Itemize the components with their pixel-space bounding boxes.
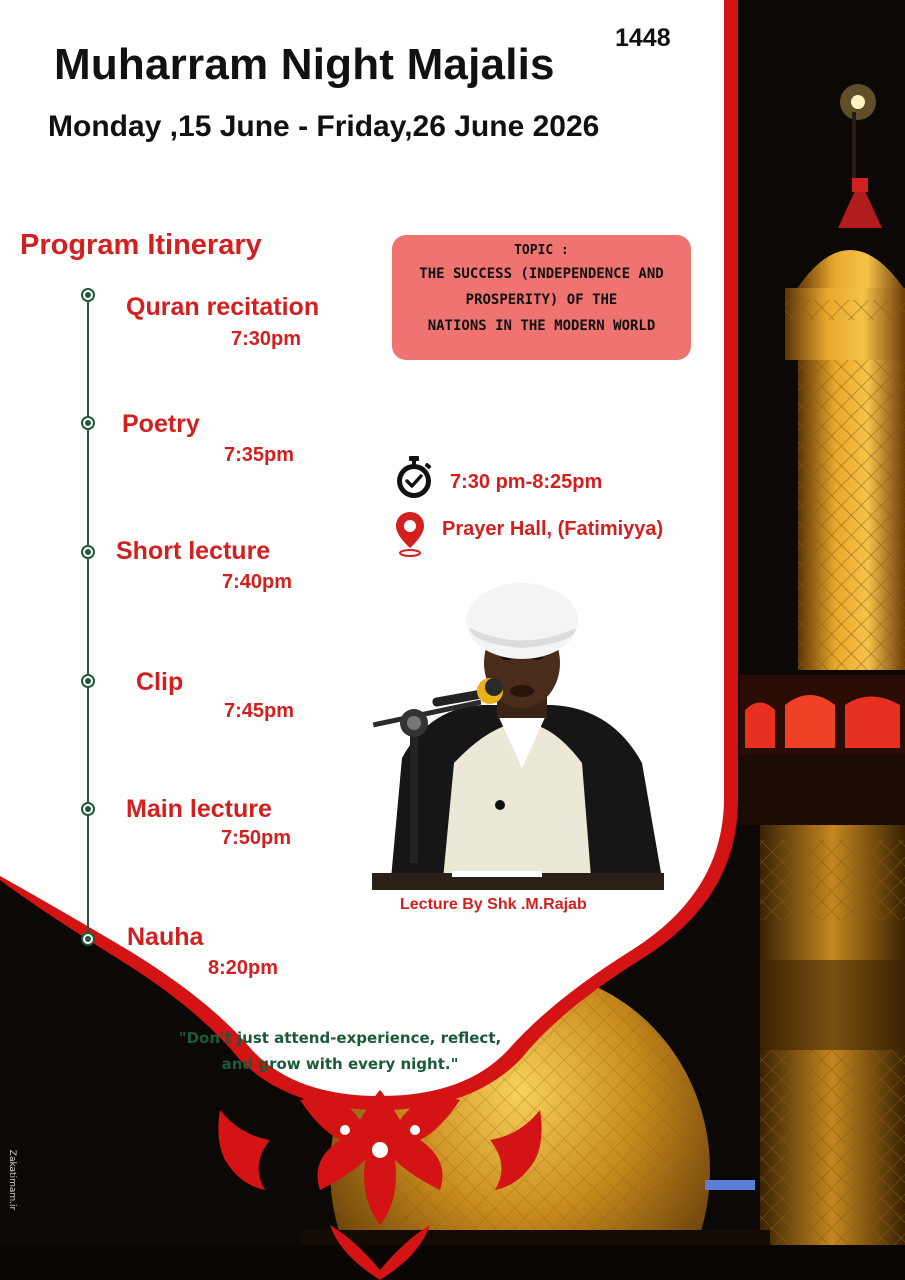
- timeline-dot-icon: [81, 674, 95, 688]
- hijri-year: 1448: [615, 24, 671, 52]
- timeline-line: [87, 296, 89, 942]
- event-time: 7:30 pm-8:25pm: [450, 471, 603, 493]
- item-name-quran: Quran recitation: [126, 293, 320, 321]
- quote-line: "Don't just attend-experience, reflect,: [178, 1029, 502, 1047]
- item-name-nauha: Nauha: [127, 923, 204, 951]
- stopwatch-icon: [394, 455, 434, 501]
- timeline-dot-icon: [81, 932, 95, 946]
- item-time-clip: 7:45pm: [224, 700, 295, 722]
- topic-box: [392, 235, 691, 360]
- item-name-short-lecture: Short lecture: [116, 537, 271, 565]
- timeline-dot-icon: [81, 288, 95, 302]
- item-name-main-lecture: Main lecture: [126, 795, 272, 823]
- program-heading: Program Itinerary: [20, 229, 262, 261]
- speaker-photo: [372, 583, 664, 890]
- topic-line: PROSPERITY) OF THE: [465, 292, 618, 308]
- item-time-nauha: 8:20pm: [208, 957, 279, 979]
- topic-label: TOPIC :: [514, 243, 569, 258]
- timeline-dot-icon: [81, 416, 95, 430]
- timeline-dot-icon: [81, 802, 95, 816]
- item-time-quran: 7:30pm: [231, 328, 302, 350]
- page-title: Muharram Night Majalis: [54, 40, 555, 89]
- item-name-poetry: Poetry: [122, 410, 200, 438]
- item-time-poetry: 7:35pm: [224, 444, 295, 466]
- quote-line: and grow with every night.": [221, 1055, 459, 1073]
- topic-line: THE SUCCESS (INDEPENDENCE AND: [419, 266, 664, 282]
- watermark: Zakatimam.ir: [7, 1149, 17, 1211]
- timeline-dot-icon: [81, 545, 95, 559]
- item-time-short-lecture: 7:40pm: [222, 571, 293, 593]
- item-time-main-lecture: 7:50pm: [221, 827, 292, 849]
- map-pin-icon: [394, 510, 426, 558]
- ornament-icon: [218, 1090, 541, 1280]
- quote: [160, 1025, 520, 1077]
- speaker-caption: Lecture By Shk .M.Rajab: [400, 896, 587, 913]
- date-range: Monday ,15 June - Friday,26 June 2026: [48, 110, 600, 143]
- topic-line: NATIONS IN THE MODERN WORLD: [427, 318, 656, 334]
- event-location: Prayer Hall, (Fatimiyya): [442, 518, 664, 540]
- item-name-clip: Clip: [136, 668, 184, 696]
